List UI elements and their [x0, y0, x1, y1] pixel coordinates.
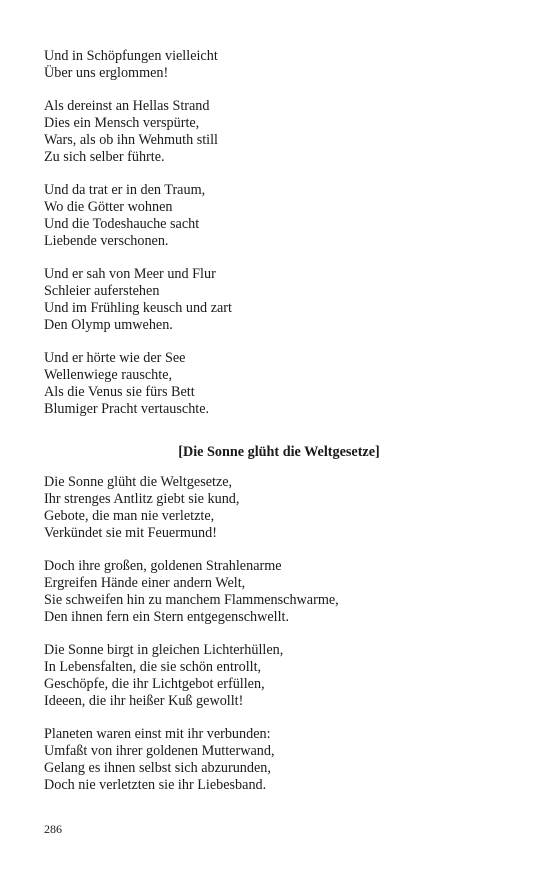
verse-line: Die Sonne birgt in gleichen Lichterhüllen, [44, 642, 284, 658]
verse-line: Ihr strenges Antlitz giebt sie kund, [44, 491, 240, 507]
verse-line: Über uns erglommen! [44, 65, 169, 81]
verse-line: Und da trat er in den Traum, [44, 182, 206, 198]
page-body [44, 48, 514, 794]
verse-line: Gelang es ihnen selbst sich abzurunden, [44, 760, 271, 776]
stanza-9 [44, 726, 514, 794]
verse-line: Doch nie verletzten sie ihr Liebesband. [44, 777, 267, 793]
verse-line: Und die Todeshauche sacht [44, 216, 200, 232]
verse-line: Und im Frühling keusch und zart [44, 300, 232, 316]
verse-line: Ideeen, die ihr heißer Kuß gewollt! [44, 693, 244, 709]
verse-line: In Lebensfalten, die sie schön entrollt, [44, 659, 262, 675]
verse-line: Als dereinst an Hellas Strand [44, 98, 210, 114]
verse-line: Schleier auferstehen [44, 283, 160, 299]
verse-line: Wars, als ob ihn Wehmuth still [44, 132, 218, 148]
stanza-7 [44, 558, 514, 626]
stanza-1 [44, 48, 514, 82]
verse-line: Den ihnen fern ein Stern entgegenschwellt. [44, 609, 290, 625]
verse-line: Geschöpfe, die ihr Lichtgebot erfüllen, [44, 676, 265, 692]
verse-line: Ergreifen Hände einer andern Welt, [44, 575, 246, 591]
verse-line: Planeten waren einst mit ihr verbunden: [44, 726, 271, 742]
stanza-8 [44, 642, 514, 710]
verse-line: Dies ein Mensch verspürte, [44, 115, 200, 131]
stanza-6 [44, 474, 514, 542]
stanza-2 [44, 98, 514, 166]
verse-line: Gebote, die man nie verletzte, [44, 508, 215, 524]
verse-line: Umfaßt von ihrer goldenen Mutterwand, [44, 743, 275, 759]
verse-line: Sie schweifen hin zu manchem Flammenschwarme, [44, 592, 339, 608]
stanza-5 [44, 350, 514, 418]
page-number: 286 [44, 822, 62, 836]
stanza-4 [44, 266, 514, 334]
verse-line: Blumiger Pracht vertauschte. [44, 401, 210, 417]
verse-line: Und er sah von Meer und Flur [44, 266, 216, 282]
verse-line: Wellenwiege rauschte, [44, 367, 173, 383]
verse-line: Liebende verschonen. [44, 233, 169, 249]
verse-line: Als die Venus sie fürs Bett [44, 384, 195, 400]
verse-line: Und in Schöpfungen vielleicht [44, 48, 218, 64]
verse-line: Die Sonne glüht die Weltgesetze, [44, 474, 233, 490]
verse-line: Doch ihre großen, goldenen Strahlenarme [44, 558, 282, 574]
verse-line: Verkündet sie mit Feuermund! [44, 525, 217, 541]
stanza-3 [44, 182, 514, 250]
verse-line: Den Olymp umwehen. [44, 317, 173, 333]
verse-line: Zu sich selber führte. [44, 149, 165, 165]
verse-line: Und er hörte wie der See [44, 350, 186, 366]
verse-line: Wo die Götter wohnen [44, 199, 173, 215]
poem-title: [Die Sonne glüht die Weltgesetze] [178, 444, 380, 460]
